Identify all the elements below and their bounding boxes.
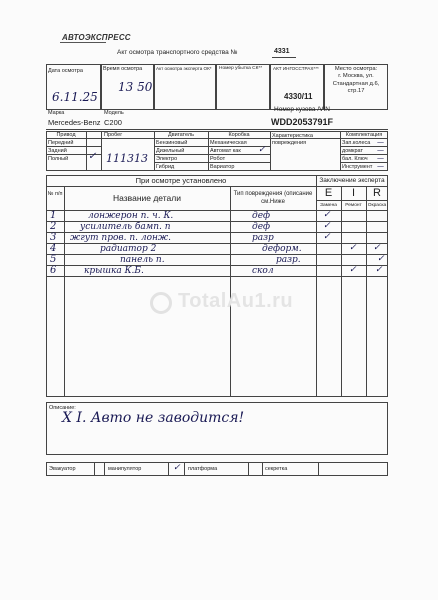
date-value: 6.11.25 [52, 90, 98, 104]
gearbox-cvt: Вариатор [210, 164, 235, 170]
drive-rear: Задний [48, 148, 67, 154]
drive-check: ✓ [88, 151, 97, 162]
row-1-name: лонжерон п. ч. К. [88, 211, 174, 221]
conclusion-title: Заключение эксперта [319, 177, 385, 184]
place-value: г. Москва, ул. Стандартная д.6, стр.17 [332, 73, 380, 95]
row-5-name: панель п. [120, 255, 165, 265]
gearbox-robot: Робот [210, 156, 226, 162]
footer-evacuator: Эвакуатор [49, 466, 76, 472]
row-4-r: ✓ [373, 243, 381, 253]
mileage-value: 111313 [106, 152, 148, 165]
watermark-text: TotalAu1.ru [178, 290, 294, 312]
equipment-mark-1: — [377, 146, 384, 154]
row-5-type: разр. [276, 255, 301, 265]
act-title: Акт осмотра транспортного средства № [117, 49, 238, 56]
col-e-sub: Замена [320, 203, 337, 208]
row-2-num: 2 [50, 221, 57, 232]
gearbox-manual: Механическая [210, 140, 247, 146]
col-r-sub: Окраска [367, 203, 387, 208]
col-name: Название детали [113, 193, 181, 203]
row-4-name: радиатор 2 [100, 244, 157, 254]
engine-petrol: Бензиновый [156, 140, 188, 146]
drive-front: Передний [48, 140, 74, 146]
ticket-label: Номер убытка СК** [219, 66, 263, 71]
equipment-spare: Зап.колеса [342, 140, 371, 146]
row-4-type: деформ. [262, 244, 302, 254]
description-label: Описание: [49, 405, 76, 411]
place-label: Место осмотра: [334, 66, 378, 72]
row-6-num: 6 [50, 265, 57, 276]
act-number: 4331 [274, 48, 290, 55]
col-i-sub: Ремонт [345, 203, 362, 208]
drive-full: Полный [48, 156, 69, 162]
gearbox-auto: Автомат как [210, 148, 241, 154]
engine-diesel: Дизельный [156, 148, 185, 154]
row-6-i: ✓ [349, 265, 357, 275]
damage-char-title: Характеристика повреждения [272, 133, 313, 146]
row-3-name: жгут пров. п. лонж. [70, 233, 172, 243]
row-1-e: ✓ [323, 210, 331, 220]
row-3-e: ✓ [323, 232, 331, 242]
row-2-name: усилитель бамп. п [80, 222, 171, 232]
company-logo: АВТОЭКСПРЕСС [62, 33, 131, 42]
equipment-mark-2: — [377, 154, 384, 162]
model-label: Модель [104, 110, 124, 116]
act-inko-value: 4330/11 [284, 92, 313, 101]
row-6-name: крышка К.Б. [84, 266, 144, 276]
row-2-type: деф [252, 222, 271, 232]
equipment-mark-3: — [377, 162, 384, 170]
drive-title: Привод [56, 132, 76, 138]
row-3-type: разр [252, 233, 274, 243]
col-e: E [324, 187, 333, 199]
act-number-underline [272, 57, 296, 58]
row-2-e: ✓ [323, 221, 331, 231]
row-4-num: 4 [50, 243, 57, 254]
equipment-wrench: бал. Ключ [342, 156, 368, 162]
vin-label: Номер кузова /VIN [274, 106, 330, 113]
col-r: R [373, 187, 381, 199]
model-value: C200 [104, 118, 122, 127]
time-label: Время осмотра [103, 66, 143, 72]
time-value: 13 50 [118, 80, 153, 94]
row-1-num: 1 [50, 210, 57, 221]
equipment-mark-0: — [377, 138, 384, 146]
equipment-tools: Инструмент [342, 164, 373, 170]
col-type: Тип повреждения (описание см.Ниже [233, 191, 313, 205]
row-1-type: деф [252, 211, 271, 221]
make-value: Mercedes-Benz [48, 118, 101, 127]
act-inko-label: АКТ ИНГОССТРАХ*** [273, 66, 319, 71]
engine-electric: Электро [156, 156, 178, 162]
row-3-num: 3 [50, 232, 57, 243]
description-value: Х I. Авто не заводится! [62, 410, 245, 426]
logo-underline [60, 42, 106, 43]
equipment-jack: домкрат [342, 148, 363, 154]
footer-secret: секретка [265, 466, 288, 472]
row-5-r: ✓ [377, 254, 385, 264]
row-4-i: ✓ [349, 243, 357, 253]
engine-hybrid: Гибрид [156, 164, 175, 170]
gearbox-mark: ✓ [258, 145, 266, 155]
engine-title: Двигатель [168, 132, 194, 138]
mileage-label: Пробег [104, 132, 123, 138]
date-label: Дата осмотра [48, 68, 83, 74]
watermark-logo-icon [150, 292, 172, 314]
section-title: При осмотре установлено [135, 176, 227, 185]
vin-value: WDD2053791F [270, 117, 334, 127]
make-label: Марка [48, 110, 65, 116]
col-i: I [351, 187, 356, 199]
row-6-r: ✓ [375, 265, 383, 275]
row-5-num: 5 [50, 254, 57, 265]
footer-platform: платформа [188, 466, 218, 472]
act-ok-label: Акт осмотра эксперта ОК* [156, 66, 212, 71]
gearbox-title: Коробка [228, 132, 250, 138]
footer-manipulator: манипулятор [108, 466, 142, 472]
row-6-type: скол [252, 266, 274, 276]
equipment-title: Комплектация [345, 132, 383, 138]
footer-platform-mark: ✓ [173, 463, 181, 473]
vehicle-divider [46, 129, 388, 130]
col-num: № п/п [47, 191, 63, 197]
